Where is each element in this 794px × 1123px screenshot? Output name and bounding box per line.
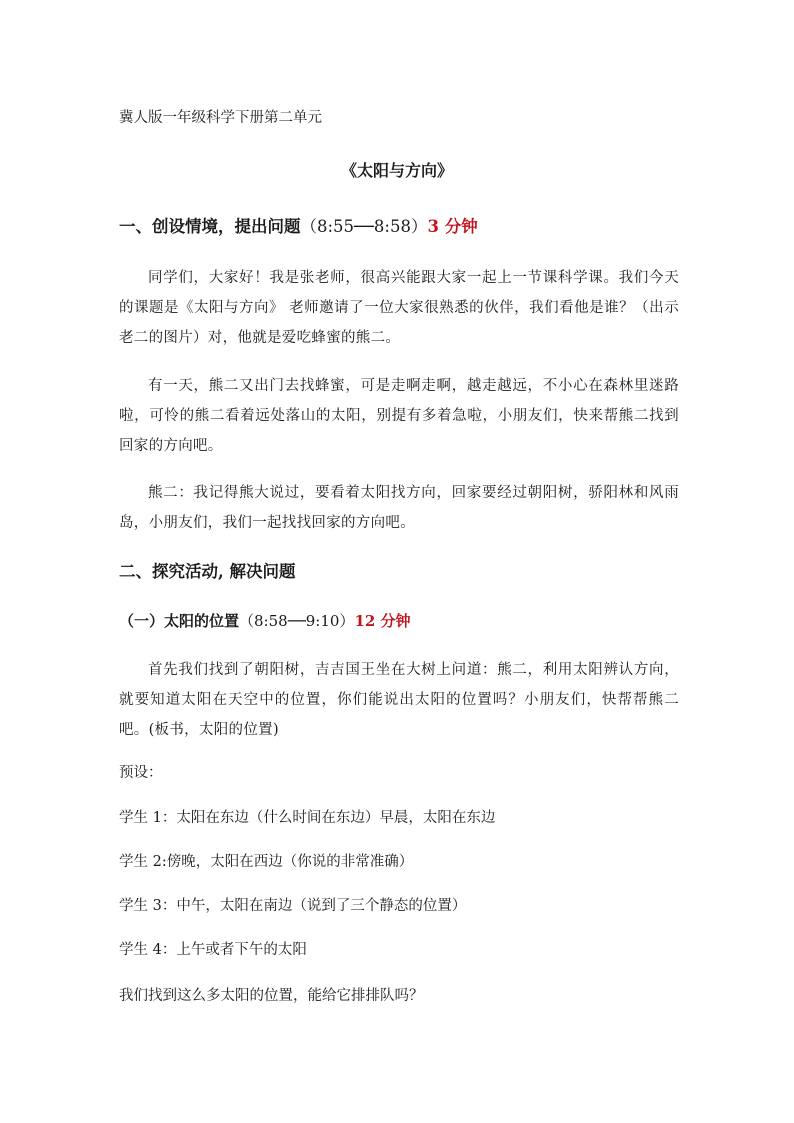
closing-question: 我们找到这么多太阳的位置，能给它排排队吗？ [119, 988, 424, 1004]
student-answer-4: 学生 4：上午或者下午的太阳 [119, 942, 307, 958]
student-answer-2: 学生 2:傍晚，太阳在西边（你说的非常准确） [119, 854, 414, 870]
subsection-1-heading [119, 610, 411, 632]
section-1-heading [119, 216, 478, 238]
paragraph-2: 有一天，熊二又出门去找蜂蜜，可是走啊走啊，越走越远，不小心在森林里迷路啦，可怜的熊二看着远处落山的太阳，别提有多着急啦，小朋友们，快来帮熊二找到回家的方向吧。 [119, 378, 679, 454]
preset-label: 预设： [119, 765, 163, 781]
subsection-1-time: （8:58──9:10） [239, 612, 355, 630]
paragraph-3: 熊二：我记得熊大说过，要看着太阳找方向，回家要经过朝阳树，骄阳林和风雨岛，小朋友们，我们一起找找回家的方向吧。 [119, 485, 679, 531]
paragraph-4: 首先我们找到了朝阳树，吉吉国王坐在大树上问道：熊二，利用太阳辨认方向，就要知道太阳在天空中的位置，你们能说出太阳的位置吗？小朋友们，快帮帮熊二吧。(板书，太阳的位置) [119, 662, 679, 738]
paragraph-1: 同学们，大家好！我是张老师，很高兴能跟大家一起上一节课科学课。我们今天的课题是《太阳与方向》 老师邀请了一位大家很熟悉的伙伴，我们看他是谁？（出示老二的图片）对，他就是爱吃蜂蜜的熊二。 [119, 270, 679, 346]
section-2-heading: 二、探究活动, 解决问题 [119, 562, 296, 581]
section-1-heading-text: 一、创设情境，提出问题 [119, 217, 301, 236]
document-title: 《太阳与方向》 [340, 161, 453, 180]
section-1-duration: 3 分钟 [427, 217, 478, 236]
student-answer-3: 学生 3：中午，太阳在南边（说到了三个静态的位置） [119, 898, 467, 914]
subsection-1-heading-text: （一）太阳的位置 [119, 612, 240, 630]
student-answer-1: 学生 1：太阳在东边（什么时间在东边）早晨，太阳在东边 [119, 810, 496, 826]
subsection-1-duration: 12 分钟 [354, 612, 411, 630]
document-subtitle: 冀人版一年级科学下册第二单元 [119, 110, 322, 126]
section-1-time: （8:55──8:58） [300, 217, 428, 236]
